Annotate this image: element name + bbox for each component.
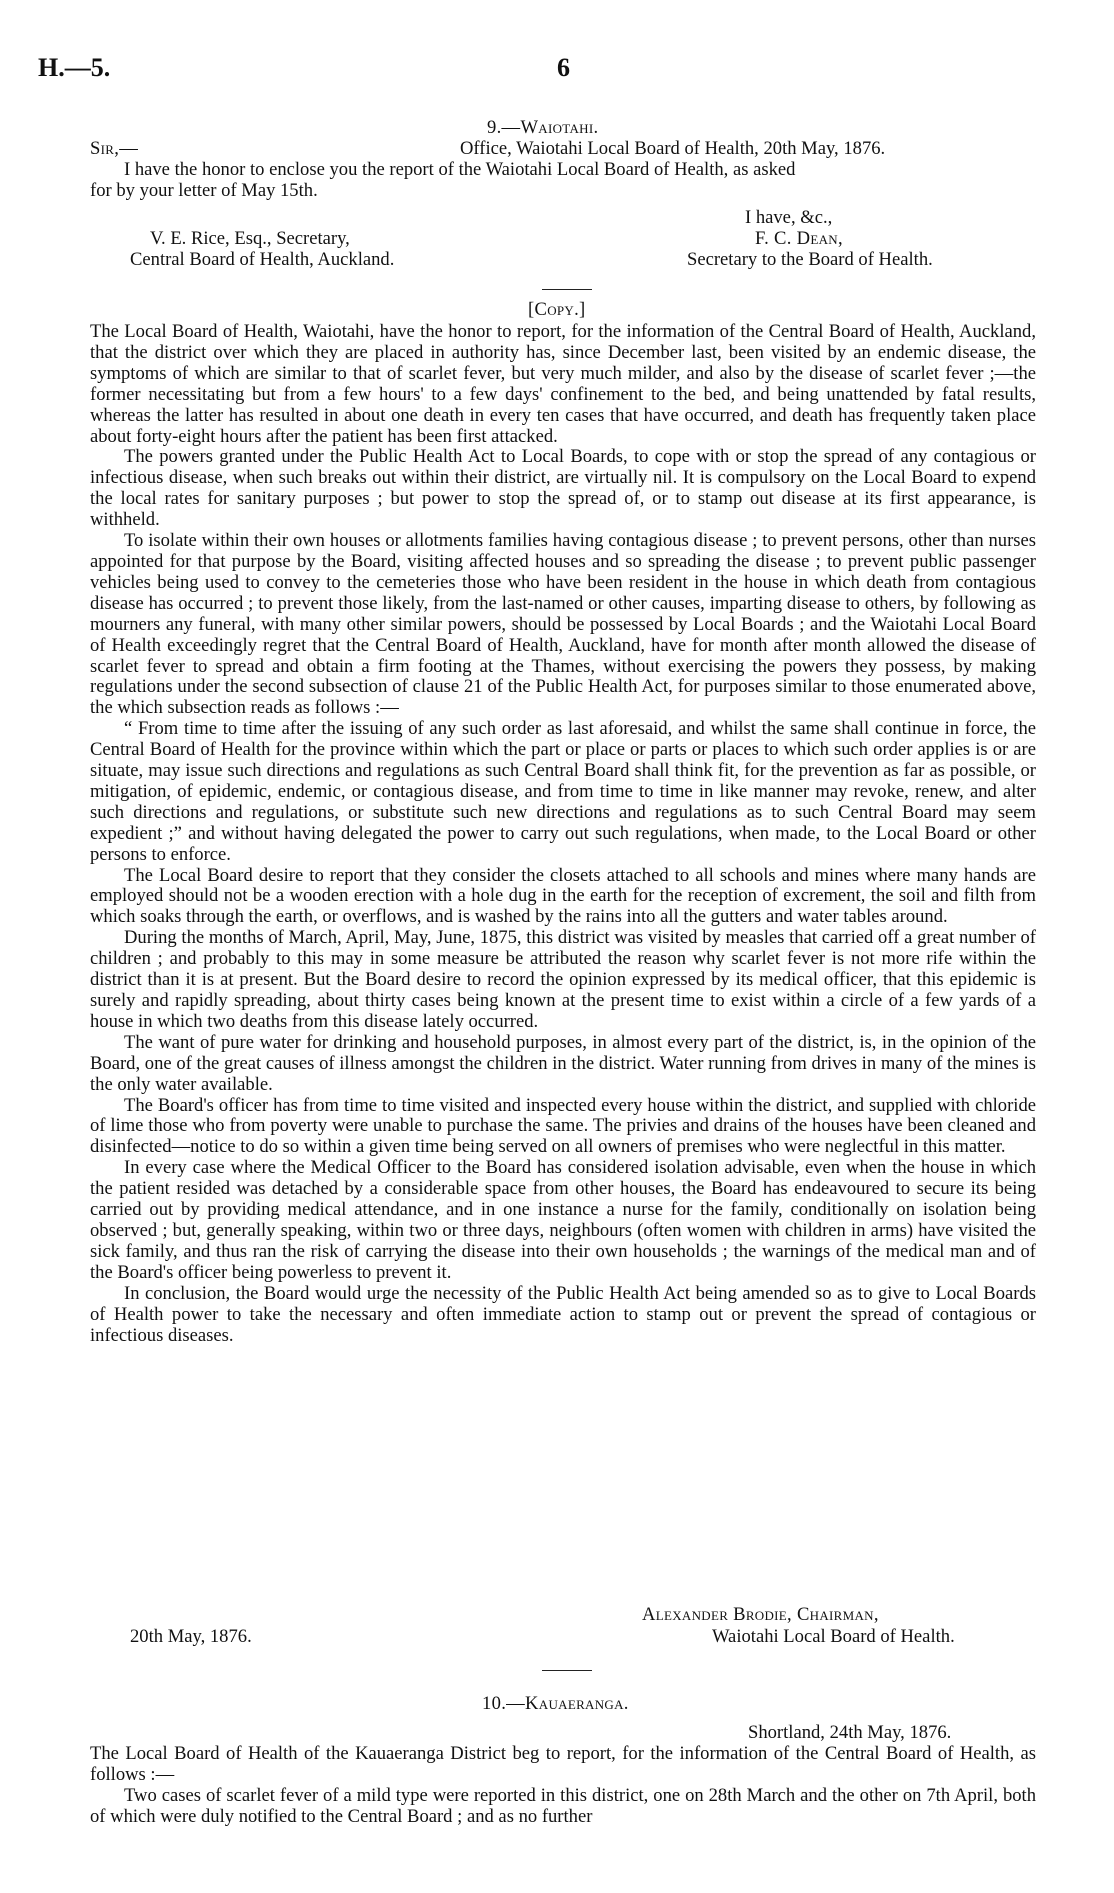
divider-rule	[542, 289, 592, 290]
signer-title: Secretary to the Board of Health.	[687, 249, 933, 270]
report-paragraph: The Board's officer has from time to time visited and inspected every house within the district, and supplied with chloride of lime those who from poverty were unable to purchase the same. The privies and drains of the houses have been cleaned and disinfected—notice to do so within a given time being served on all owners of premises who were neglectful in this matter.	[90, 1094, 1036, 1158]
letter-line-2: for by your letter of May 15th.	[90, 180, 318, 201]
divider-rule	[542, 1670, 592, 1671]
signer-name: F. C. Dean,	[755, 228, 843, 249]
section-10-body	[90, 1744, 1036, 1828]
report-paragraph: To isolate within their own houses or allotments families having contagious disease ; to prevent persons, other than nurses appointed for that purpose by the Board, visiting affected houses and so spreading the disease ; to prevent public passenger vehicles being used to convey to the cemeteries those who have been resident in the house in which death from contagious disease has occurred ; to prevent those likely, from the last-named or other causes, imparting disease to others, by following as mourners any funeral, with many other similar powers, should be possessed by Local Boards ; and the Waiotahi Local Board of Health exceedingly regret that the Central Board of Health, Auckland, have for month after month allowed the disease of scarlet fever to spread and obtain a firm footing at the Thames, without exercising the powers they possess, by making regulations under the second subsection of clause 21 of the Public Health Act, for purposes similar to those enumerated above, the which subsection reads as follows :—	[90, 530, 1036, 719]
report-paragraph: The want of pure water for drinking and household purposes, in almost every part of the district, is, in the opinion of the Board, one of the great causes of illness amongst the children in the district. Water running from drives in many of the mines is the only water available.	[90, 1031, 1036, 1095]
page-number: 6	[557, 53, 570, 82]
chairman-signature: Alexander Brodie, Chairman,	[642, 1604, 879, 1625]
addressee-org: Central Board of Health, Auckland.	[130, 249, 395, 270]
closing: I have, &c.,	[745, 207, 833, 228]
report-body	[90, 322, 1036, 1346]
office-line: Office, Waiotahi Local Board of Health, 20th May, 1876.	[460, 138, 886, 159]
report-paragraph: The Local Board desire to report that they consider the closets attached to all schools and mines where many hands are employed should not be a wooden erection with a hole dug in the earth for the reception of excrement, the soil and filth from which soaks through the earth, or overflows, and is washed by the rains into all the gutters and water tables around.	[90, 864, 1036, 928]
report-paragraph: During the months of March, April, May, June, 1875, this district was visited by measles that carried off a great number of children ; and probably to this may in some measure be attributed the reason why scarlet fever is not more rife within the district than it is at present. But the Board desire to record the opinion expressed by its medical officer, that this epidemic is surely and rapidly spreading, about thirty cases being known at the present time to exist within a circle of a few yards of a house in which two deaths from this disease lately occurred.	[90, 927, 1036, 1032]
section-9-title: 9.—Waiotahi.	[487, 117, 599, 138]
place-date: Shortland, 24th May, 1876.	[748, 1722, 952, 1743]
chairman-org: Waiotahi Local Board of Health.	[712, 1626, 955, 1647]
report-paragraph: In every case where the Medical Officer to the Board has considered isolation advisable, even when the house in which the patient resided was detached by a considerable space from other houses, the Board has endeavoured to secure its being carried out by providing medical attendance, and in one instance a nurse for the family, conditionally on isolation being observed ; but, generally speaking, within two or three days, neighbours (often women with children in arms) have visited the sick family, and thus ran the risk of carrying the disease into their own households ; the warnings of the medical man and of the Board's officer being powerless to prevent it.	[90, 1157, 1036, 1283]
document-reference: H.—5.	[38, 53, 111, 82]
report-paragraph: The Local Board of Health of the Kauaeranga District beg to report, for the information of the Central Board of Health, as follows :—	[90, 1743, 1036, 1785]
report-date: 20th May, 1876.	[130, 1626, 252, 1647]
report-paragraph: The Local Board of Health, Waiotahi, have the honor to report, for the information of the Central Board of Health, Auckland, that the district over which they are placed in authority has, since December last, been visited by an endemic disease, the symptoms of which are similar to that of scarlet fever, but very much milder, and also by the disease of scarlet fever ;—the former necessitating but from a few hours' to a few days' confinement to the bed, and being unattended by fatal results, whereas the latter has resulted in about one death in every ten cases that have occurred, and death has frequently taken place about forty-eight hours after the patient has been first attacked.	[90, 321, 1036, 447]
report-paragraph: “ From time to time after the issuing of any such order as last aforesaid, and whilst the same shall continue in force, the Central Board of Health for the province within which the part or place or parts or places to which such order applies is or are situate, may issue such directions and regulations as such Central Board shall think fit, for the prevention as far as possible, or mitigation, of epidemic, endemic, or contagious disease, and from time to time in like manner may revoke, renew, and alter such directions and regulations, or substitute such new directions and regulations as to such Central Board may seem expedient ;” and without having delegated the power to carry out such regulations, when made, to the Local Board or other persons to enforce.	[90, 718, 1036, 865]
copy-label: [Copy.]	[528, 299, 586, 320]
report-paragraph: Two cases of scarlet fever of a mild type were reported in this district, one on 28th March and the other on 7th April, both of which were duly notified to the Central Board ; and as no further	[90, 1784, 1036, 1827]
letter-line-1: I have the honor to enclose you the report of the Waiotahi Local Board of Health, as asked	[124, 159, 796, 180]
report-paragraph: The powers granted under the Public Health Act to Local Boards, to cope with or stop the spread of any contagious or infectious disease, when such breaks out within their district, are virtually nil. It is compulsory on the Local Board to expend the local rates for sanitary purposes ; but power to stop the spread of, or to stamp out disease at its first appearance, is withheld.	[90, 446, 1036, 531]
salutation: Sir,—	[90, 138, 139, 159]
section-10-title: 10.—Kauaeranga.	[482, 1693, 629, 1714]
addressee-name: V. E. Rice, Esq., Secretary,	[150, 228, 350, 249]
report-paragraph: In conclusion, the Board would urge the necessity of the Public Health Act being amended so as to give to Local Boards of Health power to take the necessary and often immediate action to stamp out or prevent the spread of contagious or infectious diseases.	[90, 1282, 1036, 1346]
